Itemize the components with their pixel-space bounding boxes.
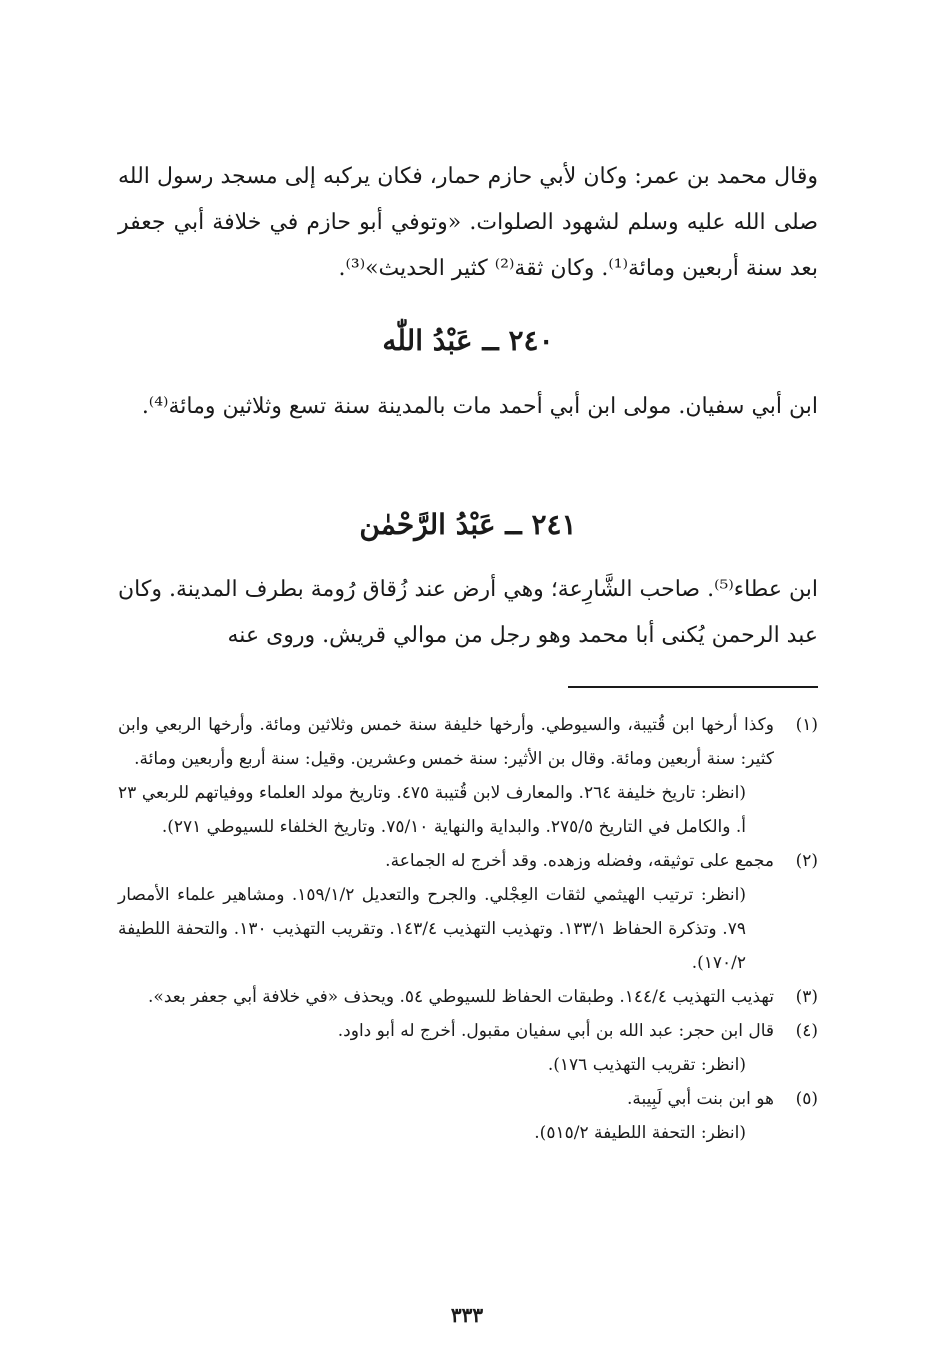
footnote-number: (١) <box>795 715 818 735</box>
footnote-number: (٣) <box>795 987 818 1007</box>
paragraph-abdullah: ابن أبي سفيان. مولى ابن أبي أحمد مات بالمدينة سنة تسع وثلاثين ومائة⁽⁴⁾. <box>141 394 818 419</box>
heading-entry-240: ٢٤٠ ــ عَبْدُ اللّٰه <box>382 324 554 357</box>
footnote-3 <box>118 980 818 1014</box>
footnote-reference: (انظر: التحفة اللطيفة ٥١٥/٢). <box>534 1123 746 1143</box>
footnote-text: هو ابن بنت أبي لَبِيبة. <box>626 1089 774 1109</box>
footnote-text: وكذا أرخها ابن قُتيبة، والسيوطي. وأرخها خليفة سنة خمس وثلاثين ومائة. وأرخها الربعي وابن كثير: سنة أربعين ومائة. وقال بن الأثير: سنة خمس وعشرين. وقيل: سنة أربع وأربعين ومائة. <box>118 715 774 769</box>
footnote-5 <box>118 1082 818 1150</box>
footnote-reference: (انظر: تقريب التهذيب ١٧٦). <box>547 1055 746 1075</box>
footnote-number: (٤) <box>795 1021 818 1041</box>
footnote-number: (٢) <box>795 851 818 871</box>
paragraph-abdulrahman: ابن عطاء⁽⁵⁾. صاحب الشَّارِعة؛ وهي أرض عند زُقاق رُومة بطرف المدينة. وكان عبد الرحمن يُكنى أبا محمد وهو رجل من موالي قريش. وروى عنه <box>118 577 818 648</box>
footnote-1 <box>118 708 818 844</box>
heading-entry-241: ٢٤١ ــ عَبْدُ الرَّحْمٰن <box>359 508 577 541</box>
footnote-reference: (انظر: ترتيب الهيثمي لثقات العِجْلي. والجرح والتعديل ١٥٩/١/٢. ومشاهير علماء الأمصار ٧٩. وتذكرة الحفاظ ١٣٣/١. وتهذيب التهذيب ١٤٣/٤. وتقريب التهذيب ١٣٠. والتحفة اللطيفة ١٧٠/٢). <box>118 885 746 973</box>
footnote-text: تهذيب التهذيب ١٤٤/٤. وطبقات الحفاظ للسيوطي ٥٤. ويحذف «في خلافة أبي جعفر بعد». <box>148 987 774 1007</box>
footnote-text: قال ابن حجر: عبد الله بن أبي سفيان مقبول. أخرج له أبو داود. <box>337 1021 774 1041</box>
footnote-reference: (انظر: تاريخ خليفة ٢٦٤. والمعارف لابن قُتيبة ٤٧٥. وتاريخ مولد العلماء ووفياتهم للربعي ٢٣ أ. والكامل في التاريخ ٢٧٥/٥. والبداية والنهاية ٧٥/١٠. وتاريخ الخلفاء للسيوطي ٢٧١). <box>118 783 746 837</box>
page-number: ٣٣٣ <box>450 1303 484 1327</box>
footnote-text: مجمع على توثيقه، وفضله وزهده. وقد أخرج له الجماعة. <box>385 851 774 871</box>
footnote-divider <box>568 686 818 688</box>
footnote-4 <box>118 1014 818 1082</box>
footnote-number: (٥) <box>795 1089 818 1109</box>
footnotes-section <box>118 708 818 1150</box>
paragraph-abu-hazim: وقال محمد بن عمر: وكان لأبي حازم حمار، فكان يركبه إلى مسجد رسول الله صلى الله عليه وسلم لشهود الصلوات. «وتوفي أبو حازم في خلافة أبي جعفر بعد سنة أربعين ومائة⁽¹⁾. وكان ثقة⁽²⁾ كثير الحديث»⁽³⁾. <box>118 164 818 281</box>
footnote-2 <box>118 844 818 980</box>
